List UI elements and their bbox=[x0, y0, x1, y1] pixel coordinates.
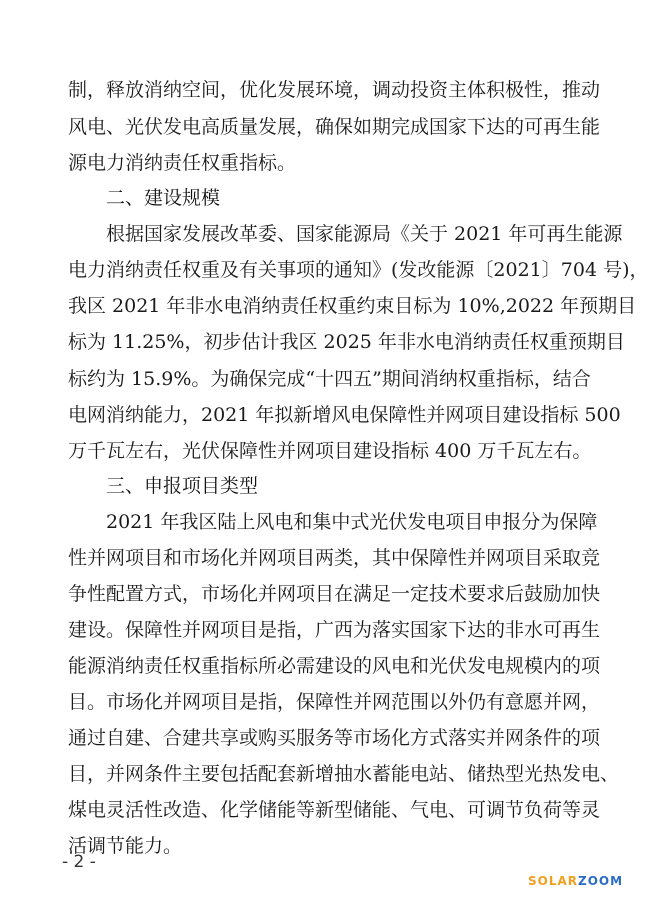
body-line: 煤电灵活性改造、化学储能等新型储能、气电、可调节负荷等灵 bbox=[68, 799, 601, 821]
body-line: 性并网项目和市场化并网项目两类，其中保障性并网项目采取竞 bbox=[68, 547, 601, 569]
watermark-text-zoom: ZOOM bbox=[578, 874, 624, 888]
body-line: 电力消纳责任权重及有关事项的通知》(发改能源〔2021〕704 号)， bbox=[68, 259, 649, 281]
watermark-logo bbox=[528, 874, 623, 888]
body-line: 风电、光伏发电高质量发展，确保如期完成国家下达的可再生能 bbox=[68, 116, 601, 138]
body-line: 制，释放消纳空间，优化发展环境，调动投资主体积极性，推动 bbox=[68, 79, 601, 101]
body-line: 我区 2021 年非水电消纳责任权重约束目标为 10%,2022 年预期目 bbox=[68, 295, 637, 317]
body-line: 2021 年我区陆上风电和集中式光伏发电项目申报分为保障 bbox=[106, 511, 598, 533]
body-line: 目，并网条件主要包括配套新增抽水蓄能电站、储热型光热发电、 bbox=[68, 763, 620, 785]
section-heading: 三、申报项目类型 bbox=[106, 475, 259, 497]
body-line: 目。市场化并网项目是指，保障性并网范围以外仍有意愿并网， bbox=[68, 691, 601, 713]
body-line: 标为 11.25%，初步估计我区 2025 年非水电消纳责任权重预期目 bbox=[68, 331, 625, 353]
section-heading: 二、建设规模 bbox=[106, 187, 221, 209]
body-line: 争性配置方式，市场化并网项目在满足一定技术要求后鼓励加快 bbox=[68, 583, 601, 605]
body-line: 通过自建、合建共享或购买服务等市场化方式落实并网条件的项 bbox=[68, 727, 601, 749]
body-line: 源电力消纳责任权重指标。 bbox=[68, 152, 297, 174]
body-line: 电网消纳能力，2021 年拟新增风电保障性并网项目建设指标 500 bbox=[68, 404, 621, 426]
body-line: 建设。保障性并网项目是指，广西为落实国家下达的非水可再生 bbox=[68, 619, 601, 641]
page-number: - 2 - bbox=[62, 852, 96, 872]
watermark-text-solar: SOLAR bbox=[528, 874, 579, 888]
body-line: 根据国家发展改革委、国家能源局《关于 2021 年可再生能源 bbox=[106, 223, 623, 245]
body-line: 能源消纳责任权重指标所必需建设的风电和光伏发电规模内的项 bbox=[68, 655, 601, 677]
body-line: 标约为 15.9%。为确保完成“十四五”期间消纳权重指标，结合 bbox=[68, 368, 591, 390]
body-line: 万千瓦左右，光伏保障性并网项目建设指标 400 万千瓦左右。 bbox=[68, 440, 592, 462]
body-line: 活调节能力。 bbox=[68, 835, 183, 857]
